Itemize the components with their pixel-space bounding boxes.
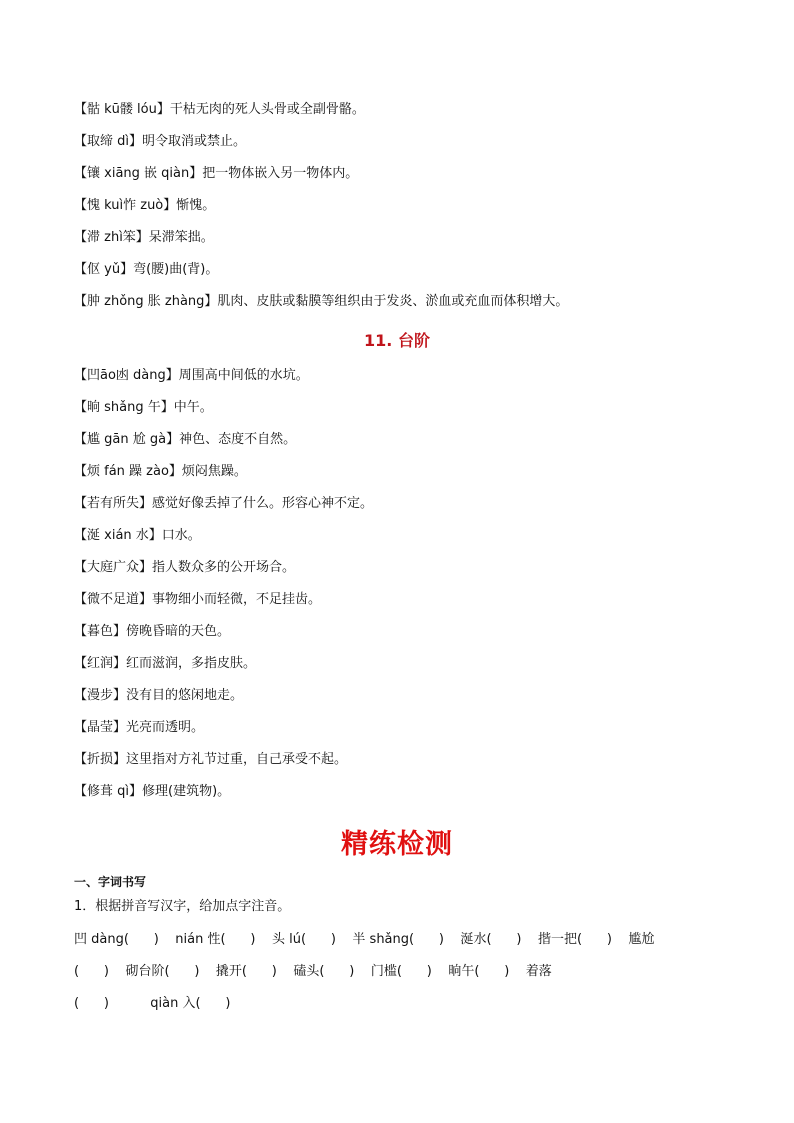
- glossary-item: 【折损】这里指对方礼节过重，自己承受不起。: [74, 752, 348, 767]
- glossary-item: 【漫步】没有目的悠闲地走。: [74, 688, 244, 703]
- glossary-item: 【骷 kū髅 lóu】干枯无肉的死人头骨或全副骨骼。: [74, 102, 365, 117]
- glossary-item: 【取缔 dì】明令取消或禁止。: [74, 134, 246, 149]
- glossary-item: 【大庭广众】指人数众多的公开场合。: [74, 560, 296, 575]
- exercise-heading: 一、字词书写: [74, 875, 147, 889]
- practice-title: 精练检测: [341, 829, 453, 860]
- glossary-item: 【伛 yǔ】弯(腰)曲(背)。: [74, 262, 219, 277]
- exercise-line: ( ) qiàn 入( ): [74, 996, 231, 1011]
- glossary-item: 【晶莹】光亮而透明。: [74, 720, 205, 735]
- glossary-item: 【凹āo凼 dàng】周围高中间低的水坑。: [74, 368, 309, 383]
- glossary-item: 【尴 gān 尬 gà】神色、态度不自然。: [74, 432, 297, 447]
- glossary-item: 【晌 shǎng 午】中午。: [74, 400, 213, 415]
- glossary-item: 【涎 xián 水】口水。: [74, 528, 201, 543]
- section-title: 11. 台阶: [364, 331, 430, 350]
- glossary-item: 【愧 kuì怍 zuò】惭愧。: [74, 198, 216, 213]
- exercise-question: 1．根据拼音写汉字，给加点字注音。: [74, 899, 291, 914]
- glossary-item: 【红润】红而滋润，多指皮肤。: [74, 656, 257, 671]
- glossary-item: 【镶 xiāng 嵌 qiàn】把一物体嵌入另一物体内。: [74, 166, 359, 181]
- glossary-item: 【暮色】傍晚昏暗的天色。: [74, 624, 231, 639]
- glossary-item: 【修葺 qì】修理(建筑物)。: [74, 784, 231, 799]
- glossary-item: 【微不足道】事物细小而轻微，不足挂齿。: [74, 592, 322, 607]
- exercise-line: 凹 dàng( ) nián 性( ) 头 lú( ) 半 shǎng( ) 涎水( ) 揩一把( ) 尴尬: [74, 932, 655, 947]
- glossary-item: 【滞 zhì笨】呆滞笨拙。: [74, 230, 214, 245]
- glossary-item: 【若有所失】感觉好像丢掉了什么。形容心神不定。: [74, 496, 374, 511]
- glossary-item: 【肿 zhǒng 胀 zhàng】肌肉、皮肤或黏膜等组织由于发炎、淤血或充血而体积增大。: [74, 294, 569, 309]
- exercise-line: ( ) 砌台阶( ) 撬开( ) 磕头( ) 门槛( ) 晌午( ) 着落: [74, 964, 552, 979]
- glossary-item: 【烦 fán 躁 zào】烦闷焦躁。: [74, 464, 247, 479]
